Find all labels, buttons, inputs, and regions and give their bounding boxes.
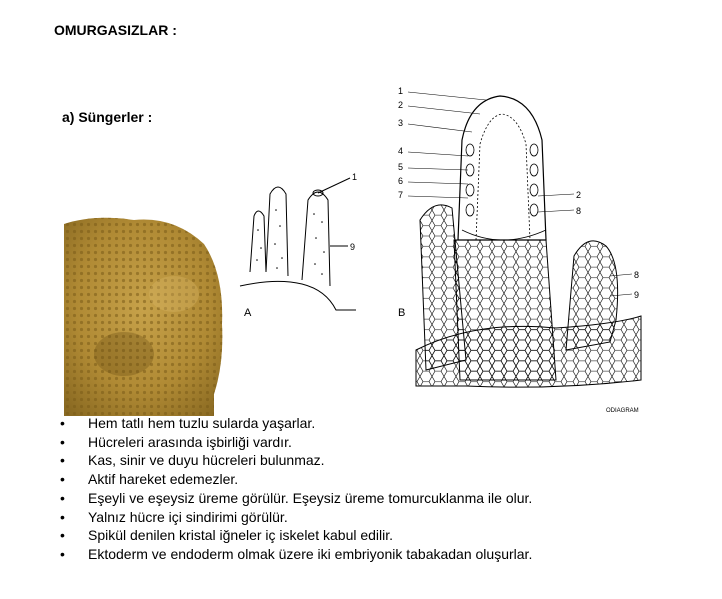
figure-b-label-4: 4 — [398, 146, 404, 156]
figure-b-letter: B — [398, 307, 406, 319]
figure-b-label-5: 5 — [398, 162, 404, 172]
section-heading: a) Süngerler : — [62, 109, 153, 125]
figure-b-label-3: 3 — [398, 118, 404, 128]
figure-a-letter: A — [244, 307, 252, 319]
figure-b-diagram — [396, 80, 646, 416]
figure-b-label-6: 6 — [398, 176, 404, 186]
figure-b-label-right-2: 2 — [576, 190, 582, 200]
figure-a-label-9: 9 — [350, 242, 356, 252]
list-item: • Hem tatlı hem tuzlu sularda yaşarlar. — [60, 415, 316, 431]
sponge-photo — [64, 214, 224, 416]
figure-a-label-1: 1 — [352, 172, 358, 182]
figure-b-label-1: 1 — [398, 86, 404, 96]
list-item: • Eşeyli ve eşeysiz üreme görülür. Eşeysiz üreme tomurcuklanma ile olur. — [60, 489, 533, 506]
figure-b-label-2: 2 — [398, 100, 404, 110]
list-item: • Ektoderm ve endoderm olmak üzere iki embriyonik tabakadan oluşurlar. — [60, 545, 533, 562]
figure-b-credit: ODIAGRAM — [606, 408, 639, 414]
page-title: OMURGASIZLAR : — [54, 22, 177, 38]
list-item: • Spikül denilen kristal iğneler iç iskelet kabul edilir. — [60, 527, 394, 544]
figure-b-label-right-9: 9 — [634, 290, 640, 300]
figure-b-label-right-8: 8 — [576, 206, 582, 216]
figure-a-diagram — [236, 160, 368, 322]
figure-b-label-right-8b: 8 — [634, 270, 640, 280]
list-item: • Kas, sinir ve duyu hücreleri bulunmaz. — [60, 452, 325, 469]
list-item: • Yalnız hücre içi sindirimi görülür. — [60, 508, 288, 525]
list-item: • Aktif hareket edemezler. — [60, 471, 239, 488]
facts-list — [54, 414, 532, 564]
list-item: • Hücreleri arasında işbirliği vardır. — [60, 433, 292, 450]
figure-b-label-7: 7 — [398, 190, 404, 200]
